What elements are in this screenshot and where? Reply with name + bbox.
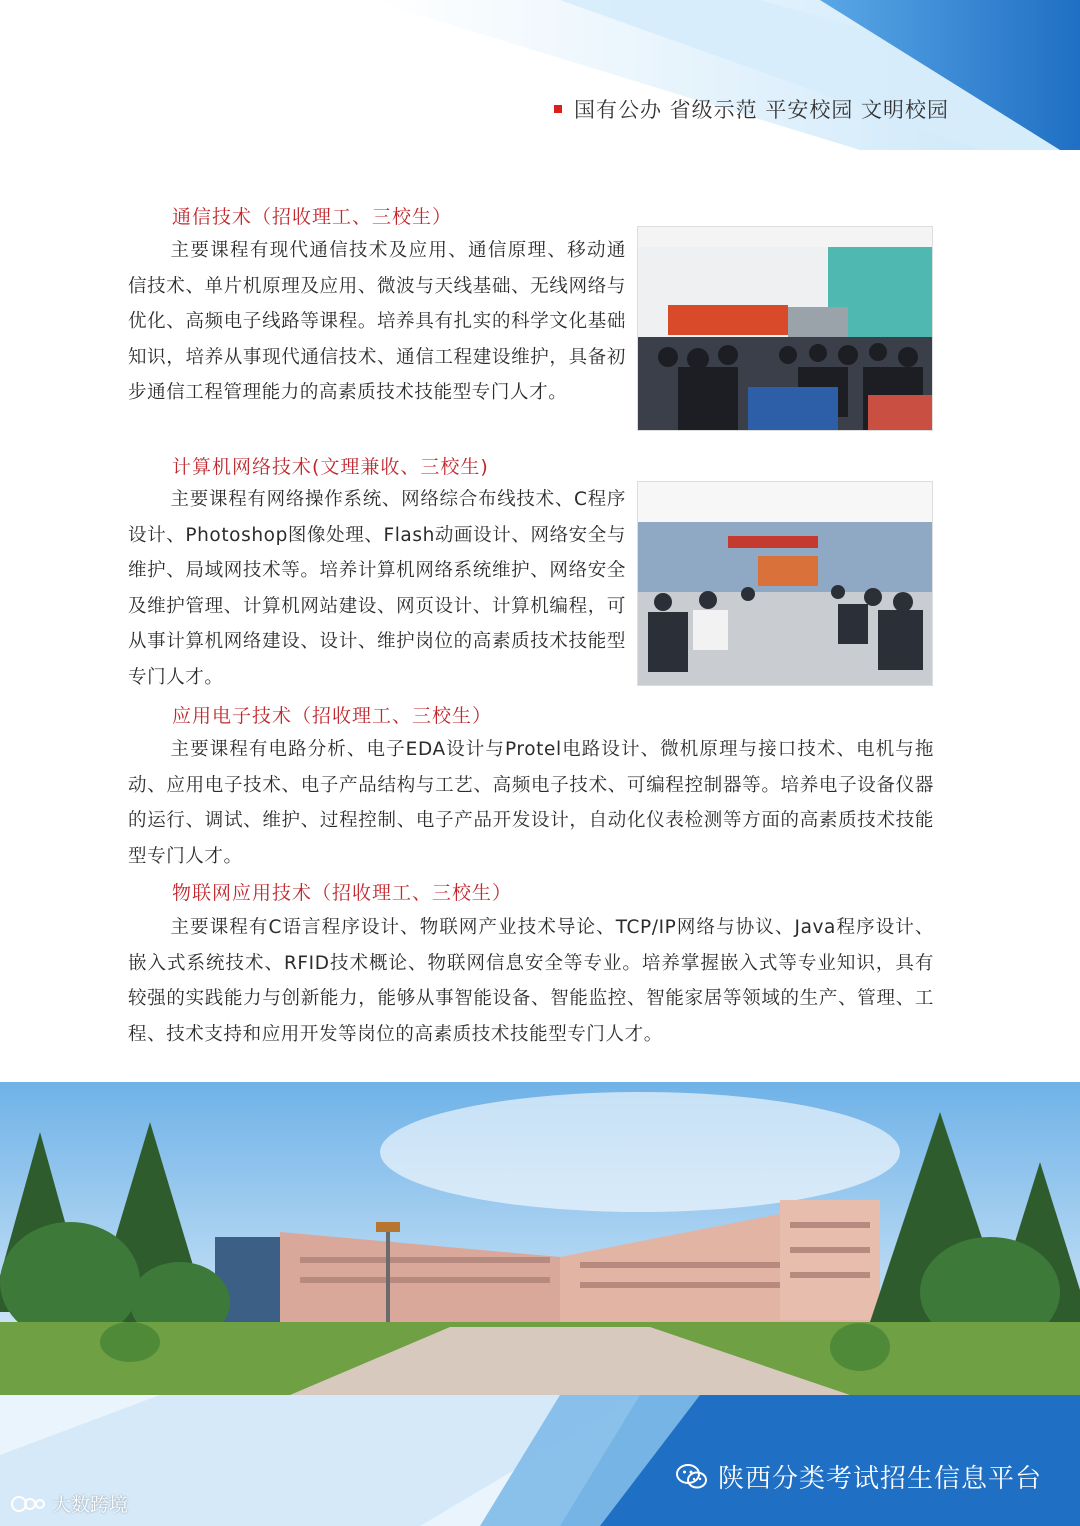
slogan-text: 国有公办 省级示范 平安校园 文明校园 [574, 98, 950, 122]
campus-panorama-photo [0, 1082, 1080, 1412]
header-decoration [0, 0, 1080, 160]
wechat-icon [676, 1463, 708, 1491]
brand-watermark [10, 1490, 128, 1517]
red-square-bullet [554, 105, 562, 113]
brand-logo-icon [10, 1493, 48, 1515]
section-body-iot: 主要课程有C语言程序设计、物联网产业技术导论、TCP/IP网络与协议、Java程序设计、嵌入式系统技术、RFID技术概论、物联网信息安全等专业。培养掌握嵌入式等专业知识，具有较强的实践能力与创新能力，能够从事智能设备、智能监控、智能家居等领域的生产、管理、工程、技术支持和应用开发等岗位的高素质技术技能型专门人才。 [128, 917, 934, 1045]
school-slogan [554, 92, 949, 126]
wechat-platform-label [676, 1458, 1042, 1495]
platform-name: 陕西分类考试招生信息平台 [717, 1464, 1042, 1494]
classroom-photo-network [637, 481, 933, 686]
section-title-electronics: 应用电子技术（招收理工、三校生） [172, 705, 493, 727]
brand-name: 大数跨境 [52, 1494, 129, 1516]
classroom-photo-communication [637, 226, 933, 431]
section-title-communication: 通信技术（招收理工、三校生） [172, 206, 453, 228]
section-title-iot: 物联网应用技术（招收理工、三校生） [172, 882, 513, 904]
section-body-network: 主要课程有网络操作系统、网络综合布线技术、C程序设计、Photoshop图像处理、Flash动画设计、网络安全与维护、局域网技术等。培养计算机网络系统维护、网络安全及维护管理、计算机网站建设、网页设计、计算机编程，可从事计算机网络建设、设计、维护岗位的高素质技术技能型专门人才。 [128, 489, 626, 688]
section-body-electronics: 主要课程有电路分析、电子EDA设计与Protel电路设计、微机原理与接口技术、电机与拖动、应用电子技术、电子产品结构与工艺、高频电子技术、可编程控制器等。培养电子设备仪器的运行、调试、维护、过程控制、电子产品开发设计，自动化仪表检测等方面的高素质技术技能型专门人才。 [128, 739, 934, 867]
section-body-communication: 主要课程有现代通信技术及应用、通信原理、移动通信技术、单片机原理及应用、微波与天线基础、无线网络与优化、高频电子线路等课程。培养具有扎实的科学文化基础知识，培养从事现代通信技术、通信工程建设维护，具备初步通信工程管理能力的高素质技术技能型专门人才。 [128, 240, 626, 403]
section-title-network: 计算机网络技术(文理兼收、三校生) [172, 456, 489, 478]
